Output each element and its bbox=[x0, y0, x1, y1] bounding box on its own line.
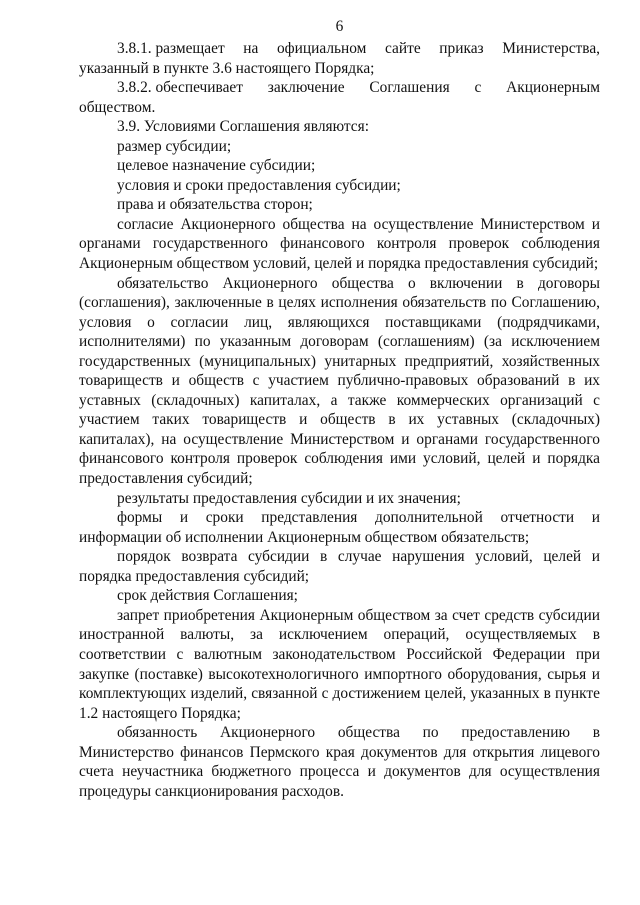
paragraph-first-line bbox=[79, 78, 600, 98]
page-number: 6 bbox=[335, 18, 344, 35]
condition-purpose: целевое назначение субсидии; bbox=[117, 157, 316, 175]
condition-contract-obligation: обязательство Акционерного общества о включении в договоры (соглашения), заключенные в целях исполнения обязательств по Соглашению, условия о согласии лиц, являющихся поставщиками (подрядчиками, исполнителями) по указанным договорам (соглашениям) (за исключением государственных (муниципальных) унитарных предприятий, хозяйственных товариществ и обществ с участием публично-правовых образований в их уставных (складочных) капиталах, а также коммерческих организаций с участием таких товариществ и обществ в их уставных (складочных) капиталах), на осуществление Министерством и органами государственного финансового контроля проверок соблюдения ими условий, целей и порядка предоставления субсидий; bbox=[79, 274, 600, 488]
word: на bbox=[243, 40, 259, 57]
condition-documents: обязанность Акционерного общества по предоставлению в Министерство финансов Пермского края документов для открытия лицевого счета неучастника бюджетного процесса и документов для осуществления процедуры санкционирования расходов. bbox=[79, 724, 600, 800]
word: сайте bbox=[385, 40, 421, 57]
word: Министерства, bbox=[502, 40, 600, 57]
paragraph-first-line bbox=[79, 39, 600, 59]
condition-refund: порядок возврата субсидии в случае нарушения условий, целей и порядка предоставления субсидий; bbox=[79, 548, 600, 585]
word: Соглашения bbox=[369, 79, 450, 97]
word: 3.8.2. обеспечивает bbox=[117, 79, 243, 97]
word: 3.8.1. размещает bbox=[117, 40, 225, 57]
word: официальном bbox=[276, 40, 367, 57]
paragraph-continuation: указанный в пункте 3.6 настоящего Порядка; bbox=[79, 59, 375, 77]
word: приказ bbox=[439, 40, 484, 57]
condition-reporting: формы и сроки представления дополнительной отчетности и информации об исполнении Акционерным обществом обязательств; bbox=[79, 509, 600, 546]
section-3-9-heading: 3.9. Условиями Соглашения являются: bbox=[117, 118, 369, 136]
condition-consent-to-audit: согласие Акционерного общества на осуществление Министерством и органами государственного финансового контроля проверок соблюдения Акционерным обществом условий, целей и порядка предоставления субсидий; bbox=[79, 215, 600, 273]
word: Акционерным bbox=[506, 79, 600, 97]
word: заключение bbox=[267, 79, 345, 97]
word: с bbox=[474, 79, 482, 97]
condition-subsidy-size: размер субсидии; bbox=[117, 137, 232, 155]
paragraph-3-8-2 bbox=[79, 78, 600, 117]
condition-validity: срок действия Соглашения; bbox=[117, 587, 298, 605]
condition-rights: права и обязательства сторон; bbox=[117, 196, 313, 214]
condition-currency-ban: запрет приобретения Акционерным обществом за счет средств субсидии иностранной валюты, за исключением операций, осуществляемых в соответствии с валютным законодательством Российской Федерации при закупке (поставке) высокотехнологичного импортного оборудования, сырья и комплектующих изделий, связанной с достижением целей, указанных в пункте 1.2 настоящего Порядка; bbox=[79, 606, 600, 722]
paragraph-3-8-1 bbox=[79, 39, 600, 78]
paragraph-continuation: обществом. bbox=[79, 98, 156, 116]
condition-results: результаты предоставления субсидии и их значения; bbox=[117, 489, 461, 507]
condition-terms: условия и сроки предоставления субсидии; bbox=[117, 176, 401, 194]
